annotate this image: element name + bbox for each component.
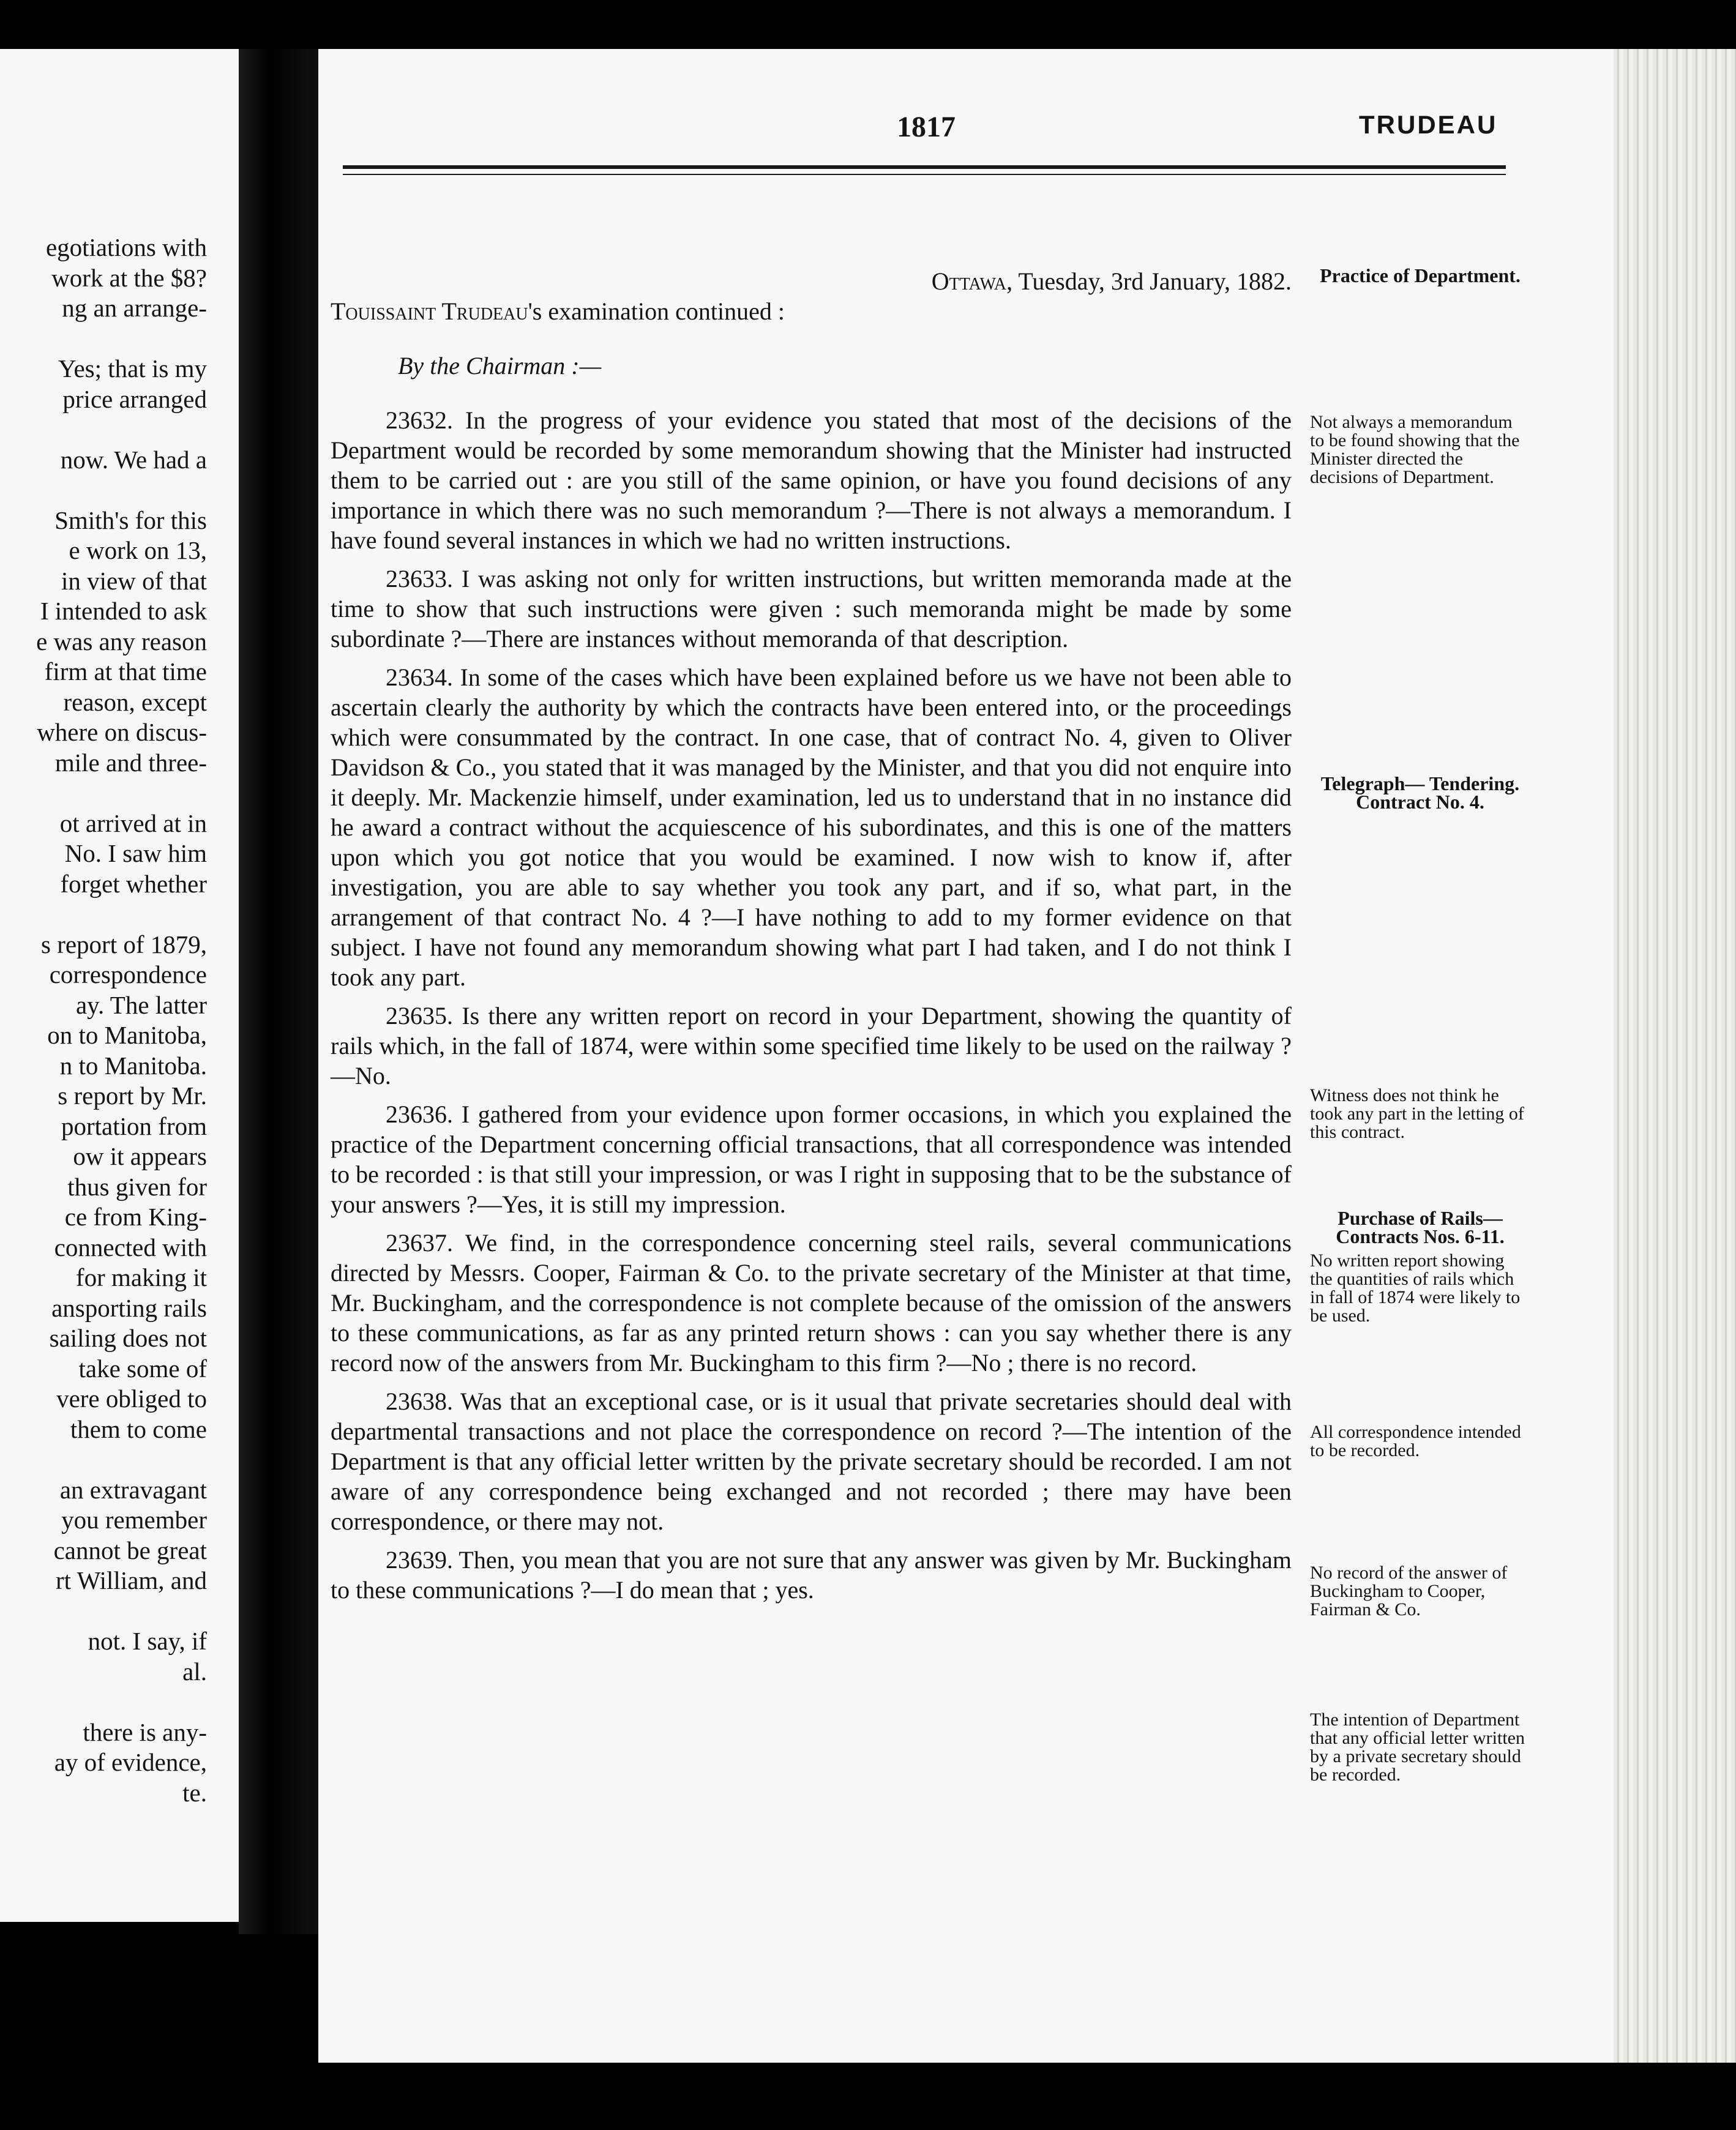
left-page-line: egotiations with [45,233,207,261]
question-number: 23635. [386,1002,453,1030]
dateline-date: , Tuesday, 3rd January, 1882. [1006,267,1292,295]
left-page-line: take some of [78,1354,207,1383]
book-spine [239,49,318,1934]
left-page-line: where on discus- [37,718,207,746]
left-page-line: I intended to ask [40,597,207,625]
left-page-line: sailing does not [49,1324,207,1352]
question-paragraph [331,1386,1292,1536]
left-page-line: connected with [54,1233,207,1261]
question-text: I was asking not only for written instructions, but written memoranda made at the time to show that such instructions were given : such memoranda might be made by some subordinate ?—There are instances without memoranda of that description. [331,565,1292,652]
left-page-line: you remember [61,1506,207,1534]
left-page-line: e work on 13, [69,536,207,564]
left-page-line: an extravagant [59,1475,207,1504]
question-text: Was that an exceptional case, or is it usual that private secretaries should deal with departmental transactions and not place the correspondence on record ?—The intention of the Department is that any official letter written by the private secretary should be recorded. I am not aware of any correspondence being exchanged and not recorded ; there may have been correspondence, or there may not. [331,1388,1292,1535]
left-page-line: te. [182,1778,207,1807]
margin-note-text: The intention of Department that any official letter written by a private secretary should be recorded. [1310,1710,1525,1785]
question-text: We find, in the correspondence concerning steel rails, several communications directed by Messrs. Cooper, Fairman & Co. to the private secretary of the Minister at that time, Mr. Buckingham, and the correspondence is not complete because of the omission of the answers to these communications, as far as any printed return shows : can you say whether there is any record now of the answers from Mr. Buckingham to this firm ?—No ; there is no record. [331,1229,1292,1377]
left-page-line: Yes; that is my [58,354,207,383]
question-text: In some of the cases which have been explained before us we have not been able to ascertain clearly the authority by which the contracts have been entered into, or the proceedings which were consummated by the contract. In one case, that of contract No. 4, given to Oliver Davidson & Co., you stated that it was managed by the Minister, and that you did not enquire into it deeply. Mr. Mackenzie himself, under examination, led us to understand that in no instance did he award a contract without the acquiescence of his subordinates, and this is one of the matters upon which you got notice that you would be examined. I now wish to know if, after investigation, you are able to say whether you took any part, and if so, what part, in the arrangement of that contract No. 4 ?—I have nothing to add to my former evidence on that subject. I have not found any memorandum showing what part I had taken, and I do not think I took any part. [331,663,1292,991]
margin-note-text: No record of the answer of Buckingham to Cooper, Fairman & Co. [1310,1563,1508,1620]
question-paragraph [331,1001,1292,1091]
margin-note-heading: Practice of Department. [1320,264,1521,286]
left-page-line: mile and three- [54,748,207,777]
margin-note [1310,266,1530,285]
margin-note-text: Witness does not think he took any part in the letting of this contract. [1310,1085,1524,1142]
left-page-line: s report of 1879, [40,930,207,958]
question-number: 23636. [386,1100,453,1128]
left-page-line: s report by Mr. [58,1082,207,1110]
left-page-line: ay. The latter [75,990,207,1019]
question-number: 23633. [386,565,453,592]
question-text: Is there any written report on record in your Department, showing the quantity of rails which, in the fall of 1874, were within some specified time likely to be used on the railway ?—No. [331,1002,1292,1089]
margin-note [1310,1086,1530,1142]
right-page [318,49,1736,2063]
question-number: 23634. [386,663,453,691]
left-page-line: there is any- [83,1717,207,1746]
left-page-line: No. I saw him [64,839,207,867]
page-number: 1817 [897,111,956,143]
left-page-line: ow it appears [73,1142,207,1170]
witness-name: Touissaint Trudeau [331,297,528,325]
left-page-line: not. I say, if [88,1627,207,1655]
left-page-line: e was any reason [36,627,207,656]
margin-note [1310,774,1530,811]
margin-note [1310,1564,1530,1619]
margin-note-text: Not always a memorandum to be found showing that the Minister directed the decisions of Department. [1310,412,1520,487]
left-page-line: thus given for [67,1172,207,1201]
question-number: 23638. [386,1388,453,1415]
examination-heading [331,296,1292,326]
question-number: 23637. [386,1229,453,1257]
margin-note [1310,1423,1530,1460]
by-the-chairman: By the Chairman :— [398,352,602,379]
left-page-line: firm at that time [44,657,207,686]
left-page-line: in view of that [61,566,207,595]
margin-note [1310,1711,1530,1784]
question-text: In the progress of your evidence you stated that most of the decisions of the Department would be recorded by some memorandum showing that the Minister had instructed them to be carried out : are you still of the same opinion, or have you found decisions of any importance in which there was no such memorandum ?—There is not always a memorandum. I have found several instances in which we had no written instructions. [331,406,1292,554]
examination-continued: 's examination continued : [528,297,785,325]
left-page-line: vere obliged to [56,1384,207,1413]
left-page-line: correspondence [49,960,207,988]
left-facing-page [0,49,239,1922]
dateline-place: Ottawa [931,267,1007,295]
running-head: TRUDEAU [1359,110,1498,139]
left-page-line: work at the $8? [51,263,207,292]
left-page-line: n to Manitoba. [59,1051,207,1080]
question-text: I gathered from your evidence upon former occasions, in which you explained the practice of the Department concerning official transactions, that all correspondence was intended to be recorded : is that still your impression, or was I right in supposing that to be the substance of your answers ?—Yes, it is still my impression. [331,1100,1292,1218]
left-page-line: ce from King- [64,1203,207,1231]
dateline [331,266,1292,296]
left-page-line: price arranged [62,384,207,413]
question-number: 23632. [386,406,453,434]
question-paragraph [331,1228,1292,1378]
left-page-line: forget whether [60,869,207,898]
left-page-line: on to Manitoba, [47,1021,207,1049]
margin-note-text: All correspondence intended to be recorded. [1310,1422,1521,1460]
question-paragraph [331,1099,1292,1219]
left-page-line: reason, except [63,687,207,716]
left-page-line: ansporting rails [51,1293,207,1322]
left-page-line: Smith's for this [54,506,207,534]
left-page-line: ot arrived at in [59,809,207,837]
page-edges [1614,49,1736,2063]
question-text: Then, you mean that you are not sure that any answer was given by Mr. Buckingham to these communications ?—I do mean that ; yes. [331,1546,1292,1604]
left-page-line: ng an arrange- [62,294,207,322]
margin-note-heading: Purchase of Rails— Contracts Nos. 6-11. [1336,1207,1505,1247]
question-paragraphs [331,405,1292,1605]
left-page-line: al. [182,1657,207,1686]
question-paragraph [331,405,1292,555]
margin-note [1310,1209,1530,1325]
left-page-line: rt William, and [56,1566,207,1594]
left-page-line: for making it [75,1263,207,1291]
question-number: 23639. [386,1546,453,1574]
left-page-line: cannot be great [53,1536,207,1564]
left-page-line: ay of evidence, [54,1748,207,1776]
question-paragraph [331,564,1292,654]
margin-note-text: No written report showing the quantities of rails which in fall of 1874 were likely to be used. [1310,1250,1521,1326]
margin-note-heading: Telegraph— Tendering. Contract No. 4. [1320,772,1520,813]
question-paragraph [331,1545,1292,1605]
left-page-line: them to come [70,1414,207,1443]
margin-note [1310,413,1530,487]
left-page-line: portation from [61,1112,207,1140]
header-rule-thick [343,165,1506,169]
main-text-column [331,205,1292,1605]
left-page-line: now. We had a [60,445,207,474]
question-paragraph [331,662,1292,992]
header-rule-thin [343,174,1506,175]
